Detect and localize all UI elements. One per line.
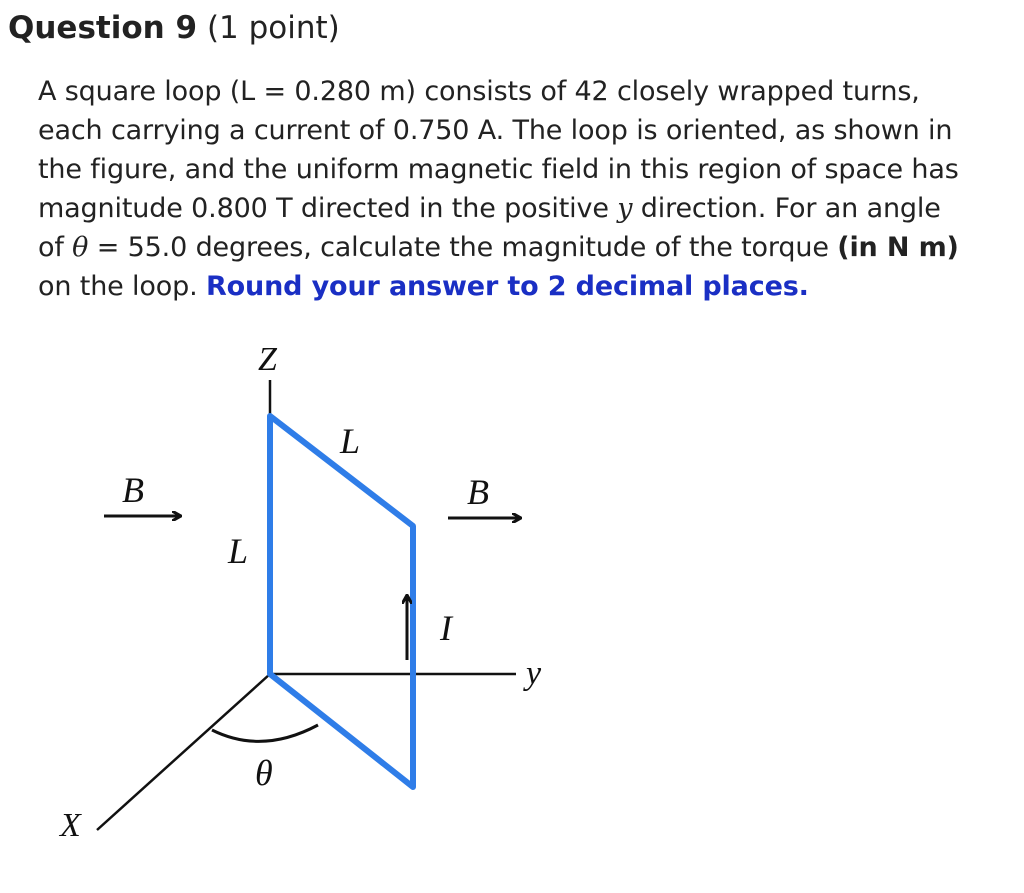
body-line-5 xyxy=(38,228,1018,267)
variable-theta: θ xyxy=(72,232,89,263)
x-axis xyxy=(97,674,270,830)
body-line-3: the figure, and the uniform magnetic field in this region of space has xyxy=(38,154,959,185)
units-note: (in N m) xyxy=(837,232,959,263)
l-label-side: L xyxy=(228,531,249,571)
square-loop xyxy=(270,416,413,787)
question-title: Question 9 xyxy=(8,10,198,46)
l-label-top: L xyxy=(340,421,361,461)
y-axis-label: y xyxy=(526,655,542,692)
rounding-instruction: Round your answer to 2 decimal places. xyxy=(206,271,809,302)
theta-arc xyxy=(212,725,318,741)
b-label-right: B xyxy=(467,472,489,512)
current-label: I xyxy=(440,608,452,648)
body-line-6-text-a: on the loop. xyxy=(38,271,206,302)
body-line-4-text-b: direction. For an angle xyxy=(632,193,941,224)
body-line-5-text-a: of xyxy=(38,232,73,263)
variable-y: y xyxy=(617,193,633,224)
body-line-1: A square loop (L = 0.280 m) consists of 42 closely wrapped turns, xyxy=(38,76,920,107)
x-axis-label: X xyxy=(60,807,81,844)
theta-label: θ xyxy=(255,753,273,793)
body-line-4 xyxy=(38,189,1018,228)
question-points: (1 point) xyxy=(206,10,340,46)
question-body xyxy=(38,72,1018,306)
body-line-2: each carrying a current of 0.750 A. The loop is oriented, as shown in xyxy=(38,115,953,146)
question-header xyxy=(8,6,340,50)
z-axis-label: Z xyxy=(258,341,277,378)
body-line-5-text-b: = 55.0 degrees, calculate the magnitude of the torque xyxy=(88,232,838,263)
loop-figure xyxy=(0,300,1024,893)
body-line-4-text-a: magnitude 0.800 T directed in the positive xyxy=(38,193,618,224)
b-label-left: B xyxy=(122,470,144,510)
